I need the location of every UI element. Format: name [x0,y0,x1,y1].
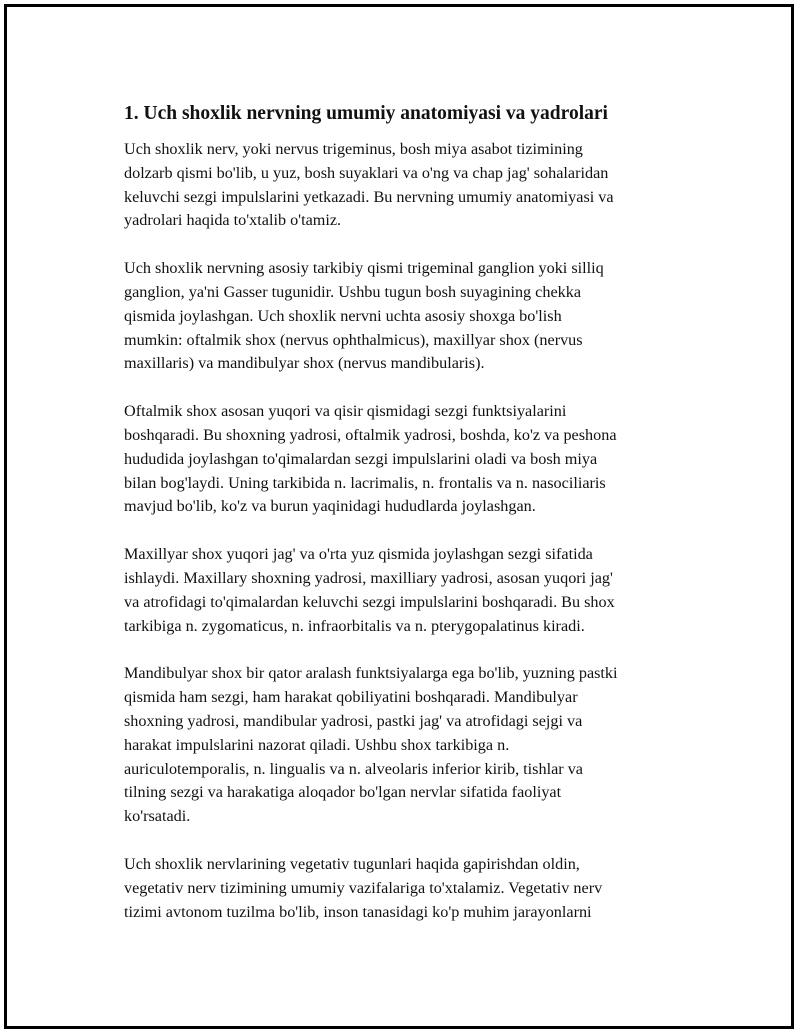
text-line: harakat impulslarini nazorat qiladi. Ushbu shox tarkibiga n. [124,735,510,754]
text-line: bilan bog'laydi. Uning tarkibida n. lacrimalis, n. frontalis va n. nasociliaris [124,473,606,492]
text-line: yadrolari haqida to'xtalib o'tamiz. [124,211,342,230]
text-line: Uch shoxlik nervlarining vegetativ tugunlari haqida gapirishdan oldin, [124,854,580,873]
text-line: Maxillyar shox yuqori jag' va o'rta yuz qismida joylashgan sezgi sifatida [124,545,593,564]
text-line: ganglion, ya'ni Gasser tugunidir. Ushbu tugun bosh suyagining chekka [124,282,582,301]
text-line: boshqaradi. Bu shoxning yadrosi, oftalmik yadrosi, boshda, ko'z va peshona [124,425,617,444]
text-line: qismida ham sezgi, ham harakat qobiliyatini boshqaradi. Mandibulyar [124,688,578,707]
paragraph-2 [124,257,690,376]
paragraph-5 [124,662,690,829]
text-line: ishlaydi. Maxillary shoxning yadrosi, maxilliary yadrosi, asosan yuqori jag' [124,568,613,587]
text-line: tarkibiga n. zygomaticus, n. infraorbitalis va n. pterygopalatinus kiradi. [124,616,585,635]
paragraph-6 [124,853,690,924]
text-line: Uch shoxlik nervning asosiy tarkibiy qismi trigeminal ganglion yoki silliq [124,259,604,278]
text-line: hududida joylashgan to'qimalardan sezgi impulslarini oladi va bosh miya [124,449,598,468]
document-body [124,101,690,948]
text-line: auriculotemporalis, n. lingualis va n. alveolaris inferior kirib, tishlar va [124,759,583,778]
text-line: dolzarb qismi bo'lib, u yuz, bosh suyaklari va o'ng va chap jag' sohalaridan [124,163,609,182]
text-line: mavjud bo'lib, ko'z va burun yaqinidagi hududlarda joylashgan. [124,497,536,516]
text-line: mumkin: oftalmik shox (nervus ophthalmicus), maxillyar shox (nervus [124,330,583,349]
paragraph-4 [124,543,690,638]
text-line: qismida joylashgan. Uch shoxlik nervni uchta asosiy shoxga bo'lish [124,306,562,325]
text-line: keluvchi sezgi impulslarini yetkazadi. Bu nervning umumiy anatomiyasi va [124,187,614,206]
page-frame [4,4,794,1029]
text-line: ko'rsatadi. [124,807,191,826]
text-line: maxillaris) va mandibulyar shox (nervus mandibularis). [124,354,485,373]
paragraph-3 [124,400,690,519]
text-line: tizimi avtonom tuzilma bo'lib, inson tanasidagi ko'p muhim jarayonlarni [124,902,592,921]
text-line: shoxning yadrosi, mandibular yadrosi, pastki jag' va atrofidagi sejgi va [124,711,583,730]
text-line: vegetativ nerv tizimining umumiy vazifalariga to'xtalamiz. Vegetativ nerv [124,878,603,897]
paragraph-1 [124,138,690,233]
text-line: tilning sezgi va harakatiga aloqador bo'lgan nervlar sifatida faoliyat [124,783,562,802]
section-heading: 1. Uch shoxlik nervning umumiy anatomiyasi va yadrolari [124,103,608,124]
text-line: Mandibulyar shox bir qator aralash funktsiyalarga ega bo'lib, yuzning pastki [124,664,618,683]
text-line: Oftalmik shox asosan yuqori va qisir qismidagi sezgi funktsiyalarini [124,402,567,421]
text-line: va atrofidagi to'qimalardan keluvchi sezgi impulslarini boshqaradi. Bu shox [124,592,615,611]
text-line: Uch shoxlik nerv, yoki nervus trigeminus, bosh miya asabot tizimining [124,140,583,158]
